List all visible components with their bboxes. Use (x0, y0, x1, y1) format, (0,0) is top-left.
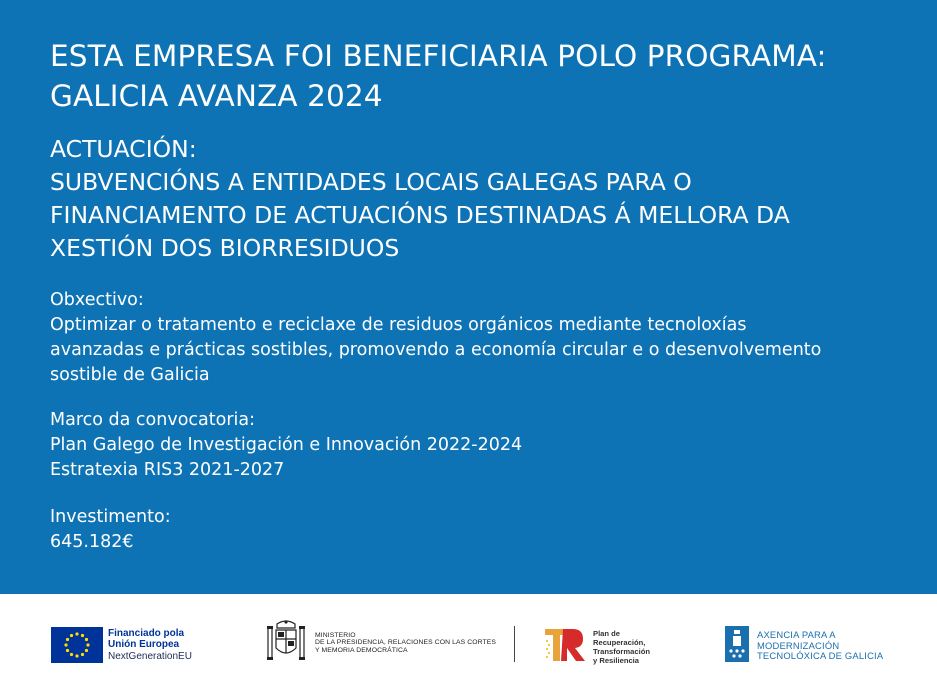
amtega-text (757, 630, 883, 662)
marco-section (50, 408, 522, 483)
prtr-line: y Resiliencia (593, 656, 640, 665)
marco-label: Marco da convocatoria: (50, 410, 255, 430)
ministerio-logo (265, 618, 496, 668)
amtega-logo (725, 626, 883, 666)
marco-line: Estratexia RIS3 2021-2027 (50, 460, 285, 480)
amtega-line: MODERNIZACIÓN (757, 639, 840, 651)
logo-divider (514, 626, 515, 662)
prtr-line: Transformación (593, 647, 650, 656)
xunta-galicia-emblem-icon (725, 626, 749, 666)
prtr-text (593, 629, 650, 665)
funding-logos-bar (0, 594, 937, 696)
ministerio-line: Y MEMORIA DEMOCRÁTICA (315, 646, 408, 654)
eu-logo (51, 627, 192, 663)
investimento-value: 645.182€ (50, 532, 134, 552)
investimento-label: Investimento: (50, 507, 171, 527)
page-title (50, 36, 827, 116)
ministerio-line: DE LA PRESIDENCIA, RELACIONES CON LAS CORTES (315, 639, 497, 647)
eu-line: Unión Europea (108, 639, 180, 651)
eu-line: NextGenerationEU (108, 650, 192, 662)
actuacion-line: SUBVENCIÓNS A ENTIDADES LOCAIS GALEGAS PARA O (50, 168, 692, 196)
prtr-line: Plan de (593, 629, 621, 638)
actuacion-line: FINANCIAMENTO DE ACTUACIÓNS DESTINADAS Á MELLORA DA (50, 201, 790, 229)
title-line: ESTA EMPRESA FOI BENEFICIARIA POLO PROGRAMA: (50, 39, 827, 73)
prtr-logo-icon (543, 626, 587, 668)
prtr-line: Recuperación, (593, 638, 646, 647)
marco-line: Plan Galego de Investigación e Innovación 2022-2024 (50, 435, 523, 455)
eu-text (108, 628, 192, 663)
amtega-line: AXENCIA PARA A (757, 629, 836, 641)
title-line: GALICIA AVANZA 2024 (50, 79, 383, 113)
spain-coat-of-arms-icon (265, 618, 307, 668)
eu-flag-icon (51, 627, 103, 663)
investimento-section (50, 505, 171, 555)
actuacion-label: ACTUACIÓN: (50, 135, 197, 163)
eu-line: Financiado pola (108, 627, 185, 639)
obxectivo-line: avanzadas e prácticas sostibles, promovendo a economía circular e o desenvolvemento (50, 340, 822, 360)
prtr-logo (543, 626, 650, 668)
obxectivo-section (50, 288, 821, 388)
amtega-line: TECNOLÓXICA DE GALICIA (757, 650, 884, 662)
obxectivo-line: sostible de Galicia (50, 365, 210, 385)
obxectivo-label: Obxectivo: (50, 290, 144, 310)
actuacion-section (50, 133, 790, 265)
obxectivo-line: Optimizar o tratamento e reciclaxe de residuos orgánicos mediante tecnoloxías (50, 315, 747, 335)
ministerio-line: MINISTERIO (315, 631, 356, 639)
ministerio-text (315, 632, 496, 655)
actuacion-line: XESTIÓN DOS BIORRESIDUOS (50, 234, 400, 262)
